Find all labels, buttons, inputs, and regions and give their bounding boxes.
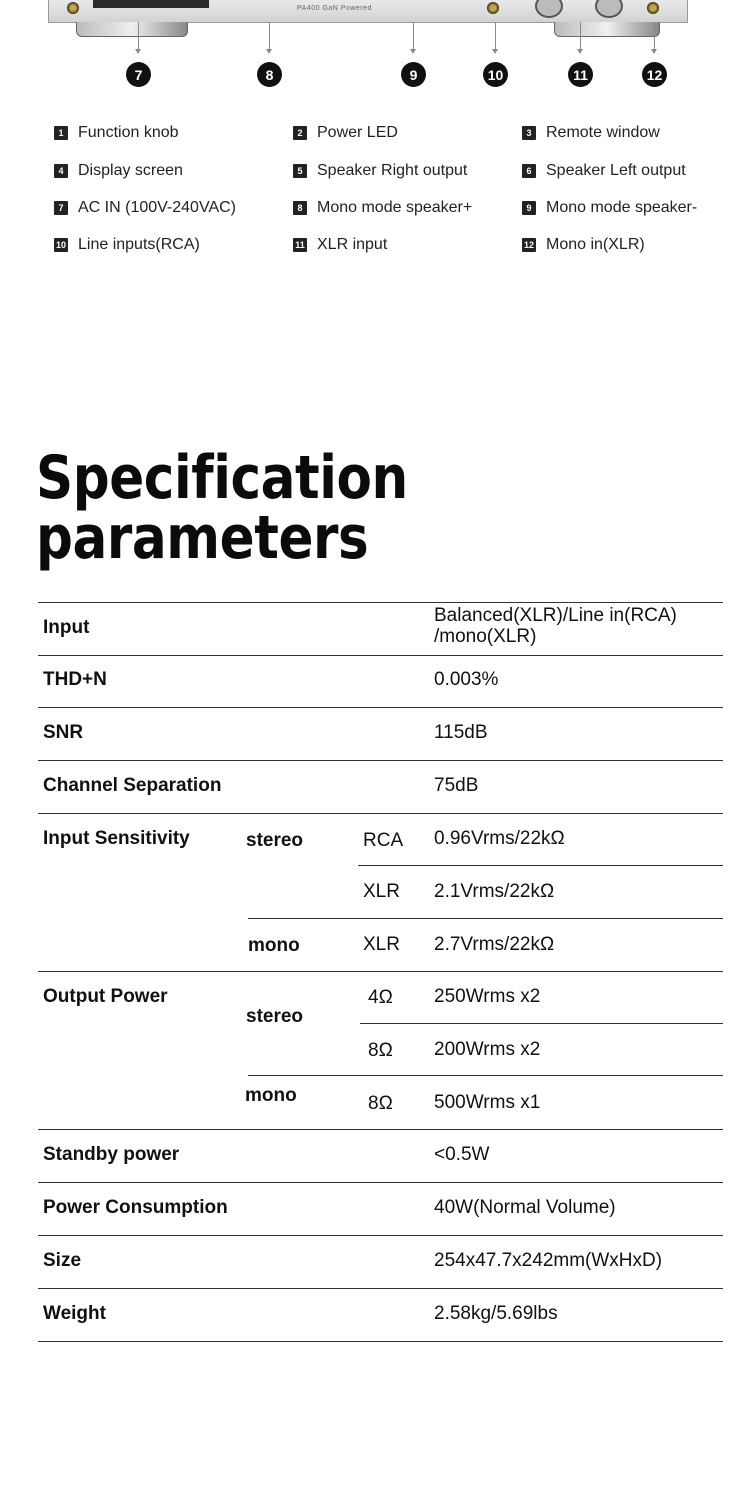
legend-label: Power LED [317,124,398,141]
table-divider [38,707,723,708]
input-value-line-1: Balanced(XLR)/Line in(RCA) [434,605,677,626]
xlr-connector-icon [595,0,623,18]
sensitivity-conn: XLR [363,881,400,902]
table-divider [360,1023,723,1024]
output-value: 500Wrms x1 [434,1092,541,1113]
spec-value-standby: <0.5W [434,1144,490,1165]
brand-text: PA400 GaN Powered [297,5,372,12]
spec-label-sensitivity: Input Sensitivity [43,828,190,849]
number-badge: 1 [54,126,68,140]
table-divider [358,865,723,866]
amplifier-rear-panel [48,0,686,40]
output-value: 200Wrms x2 [434,1039,541,1060]
table-divider [38,1235,723,1236]
legend-label: AC IN (100V-240VAC) [78,199,236,216]
callout-12: 12 [642,62,667,87]
pointer-line [138,22,139,52]
spec-label-output: Output Power [43,986,168,1007]
spec-label-separation: Channel Separation [43,775,222,796]
chassis [48,0,688,23]
number-badge: 3 [522,126,536,140]
table-divider [38,1288,723,1289]
legend-label: XLR input [317,236,388,253]
output-load: 8Ω [368,1040,393,1061]
callout-7: 7 [126,62,151,87]
table-divider [38,602,723,603]
legend-item [522,199,697,217]
title-line-1: Specification [36,443,408,513]
sensitivity-value: 2.1Vrms/22kΩ [434,881,555,902]
legend-item [293,199,472,217]
legend-label: Display screen [78,162,183,179]
number-badge: 7 [54,201,68,215]
sensitivity-stereo-label: stereo [246,830,304,851]
output-stereo-label: stereo [246,1006,304,1027]
spec-label-size: Size [43,1250,82,1271]
spec-value-thd: 0.003% [434,669,499,690]
section-title [36,443,408,573]
legend-item [54,162,183,180]
number-badge: 5 [293,164,307,178]
spec-value-snr: 115dB [434,722,488,743]
table-divider [38,1182,723,1183]
legend-label: Function knob [78,124,179,141]
legend-item [293,124,398,142]
output-load: 8Ω [368,1093,393,1114]
spec-value-weight: 2.58kg/5.69lbs [434,1303,558,1324]
spec-label-standby: Standby power [43,1144,180,1165]
number-badge: 9 [522,201,536,215]
number-badge: 8 [293,201,307,215]
pointer-line [413,22,414,52]
legend-label: Mono in(XLR) [546,236,645,253]
table-divider [248,918,723,919]
spec-label-consumption: Power Consumption [43,1197,228,1218]
spec-value-input [434,605,677,647]
number-badge: 6 [522,164,536,178]
sensitivity-value: 2.7Vrms/22kΩ [434,934,555,955]
pointer-line [495,22,496,52]
xlr-connector-icon [535,0,563,18]
table-divider [38,1341,723,1342]
legend-item [522,236,645,254]
legend-item [54,199,236,217]
callout-11: 11 [568,62,593,87]
legend-label: Line inputs(RCA) [78,236,200,253]
legend-label: Speaker Right output [317,162,468,179]
input-value-line-2: /mono(XLR) [434,626,537,647]
callout-9: 9 [401,62,426,87]
pointer-line [580,22,581,52]
legend-item [293,162,467,180]
sensitivity-mono-label: mono [248,935,300,956]
left-foot [76,22,188,37]
output-value: 250Wrms x2 [434,986,541,1007]
table-divider [38,971,723,972]
pointer-line [269,22,270,52]
rca-jack-icon [487,2,499,14]
number-badge: 10 [55,240,66,250]
legend-item [522,124,660,142]
legend-item [54,124,179,142]
callout-8: 8 [257,62,282,87]
screw-icon [67,2,79,14]
table-divider [38,760,723,761]
title-line-2: parameters [36,503,369,573]
spec-label-thd: THD+N [43,669,107,690]
number-badge: 4 [54,164,68,178]
callout-10: 10 [483,62,508,87]
sensitivity-value: 0.96Vrms/22kΩ [434,828,565,849]
number-badge: 12 [523,240,534,250]
pointer-line [654,22,655,52]
table-divider [38,813,723,814]
spec-value-consumption: 40W(Normal Volume) [434,1197,616,1218]
table-divider [38,655,723,656]
legend-item [522,162,686,180]
ac-inlet-plate [93,0,209,8]
spec-value-size: 254x47.7x242mm(WxHxD) [434,1250,663,1271]
sensitivity-conn: XLR [363,934,400,955]
sensitivity-conn: RCA [363,830,404,851]
spec-table [38,602,723,1342]
number-badge: 11 [293,238,307,252]
table-divider [248,1075,723,1076]
spec-label-weight: Weight [43,1303,106,1324]
table-divider [38,1129,723,1130]
legend-label: Mono mode speaker+ [317,199,473,216]
legend-label: Speaker Left output [546,162,686,179]
spec-label-snr: SNR [43,722,84,743]
output-load: 4Ω [368,987,393,1008]
output-mono-label: mono [245,1085,297,1106]
legend-item [54,236,200,254]
spec-value-separation: 75dB [434,775,479,796]
legend-label: Remote window [546,124,660,141]
legend-label: Mono mode speaker- [546,199,698,216]
screw-icon [647,2,659,14]
number-badge: 2 [293,126,307,140]
right-foot [554,22,660,37]
legend-item [293,236,387,254]
spec-label-input: Input [43,617,90,638]
